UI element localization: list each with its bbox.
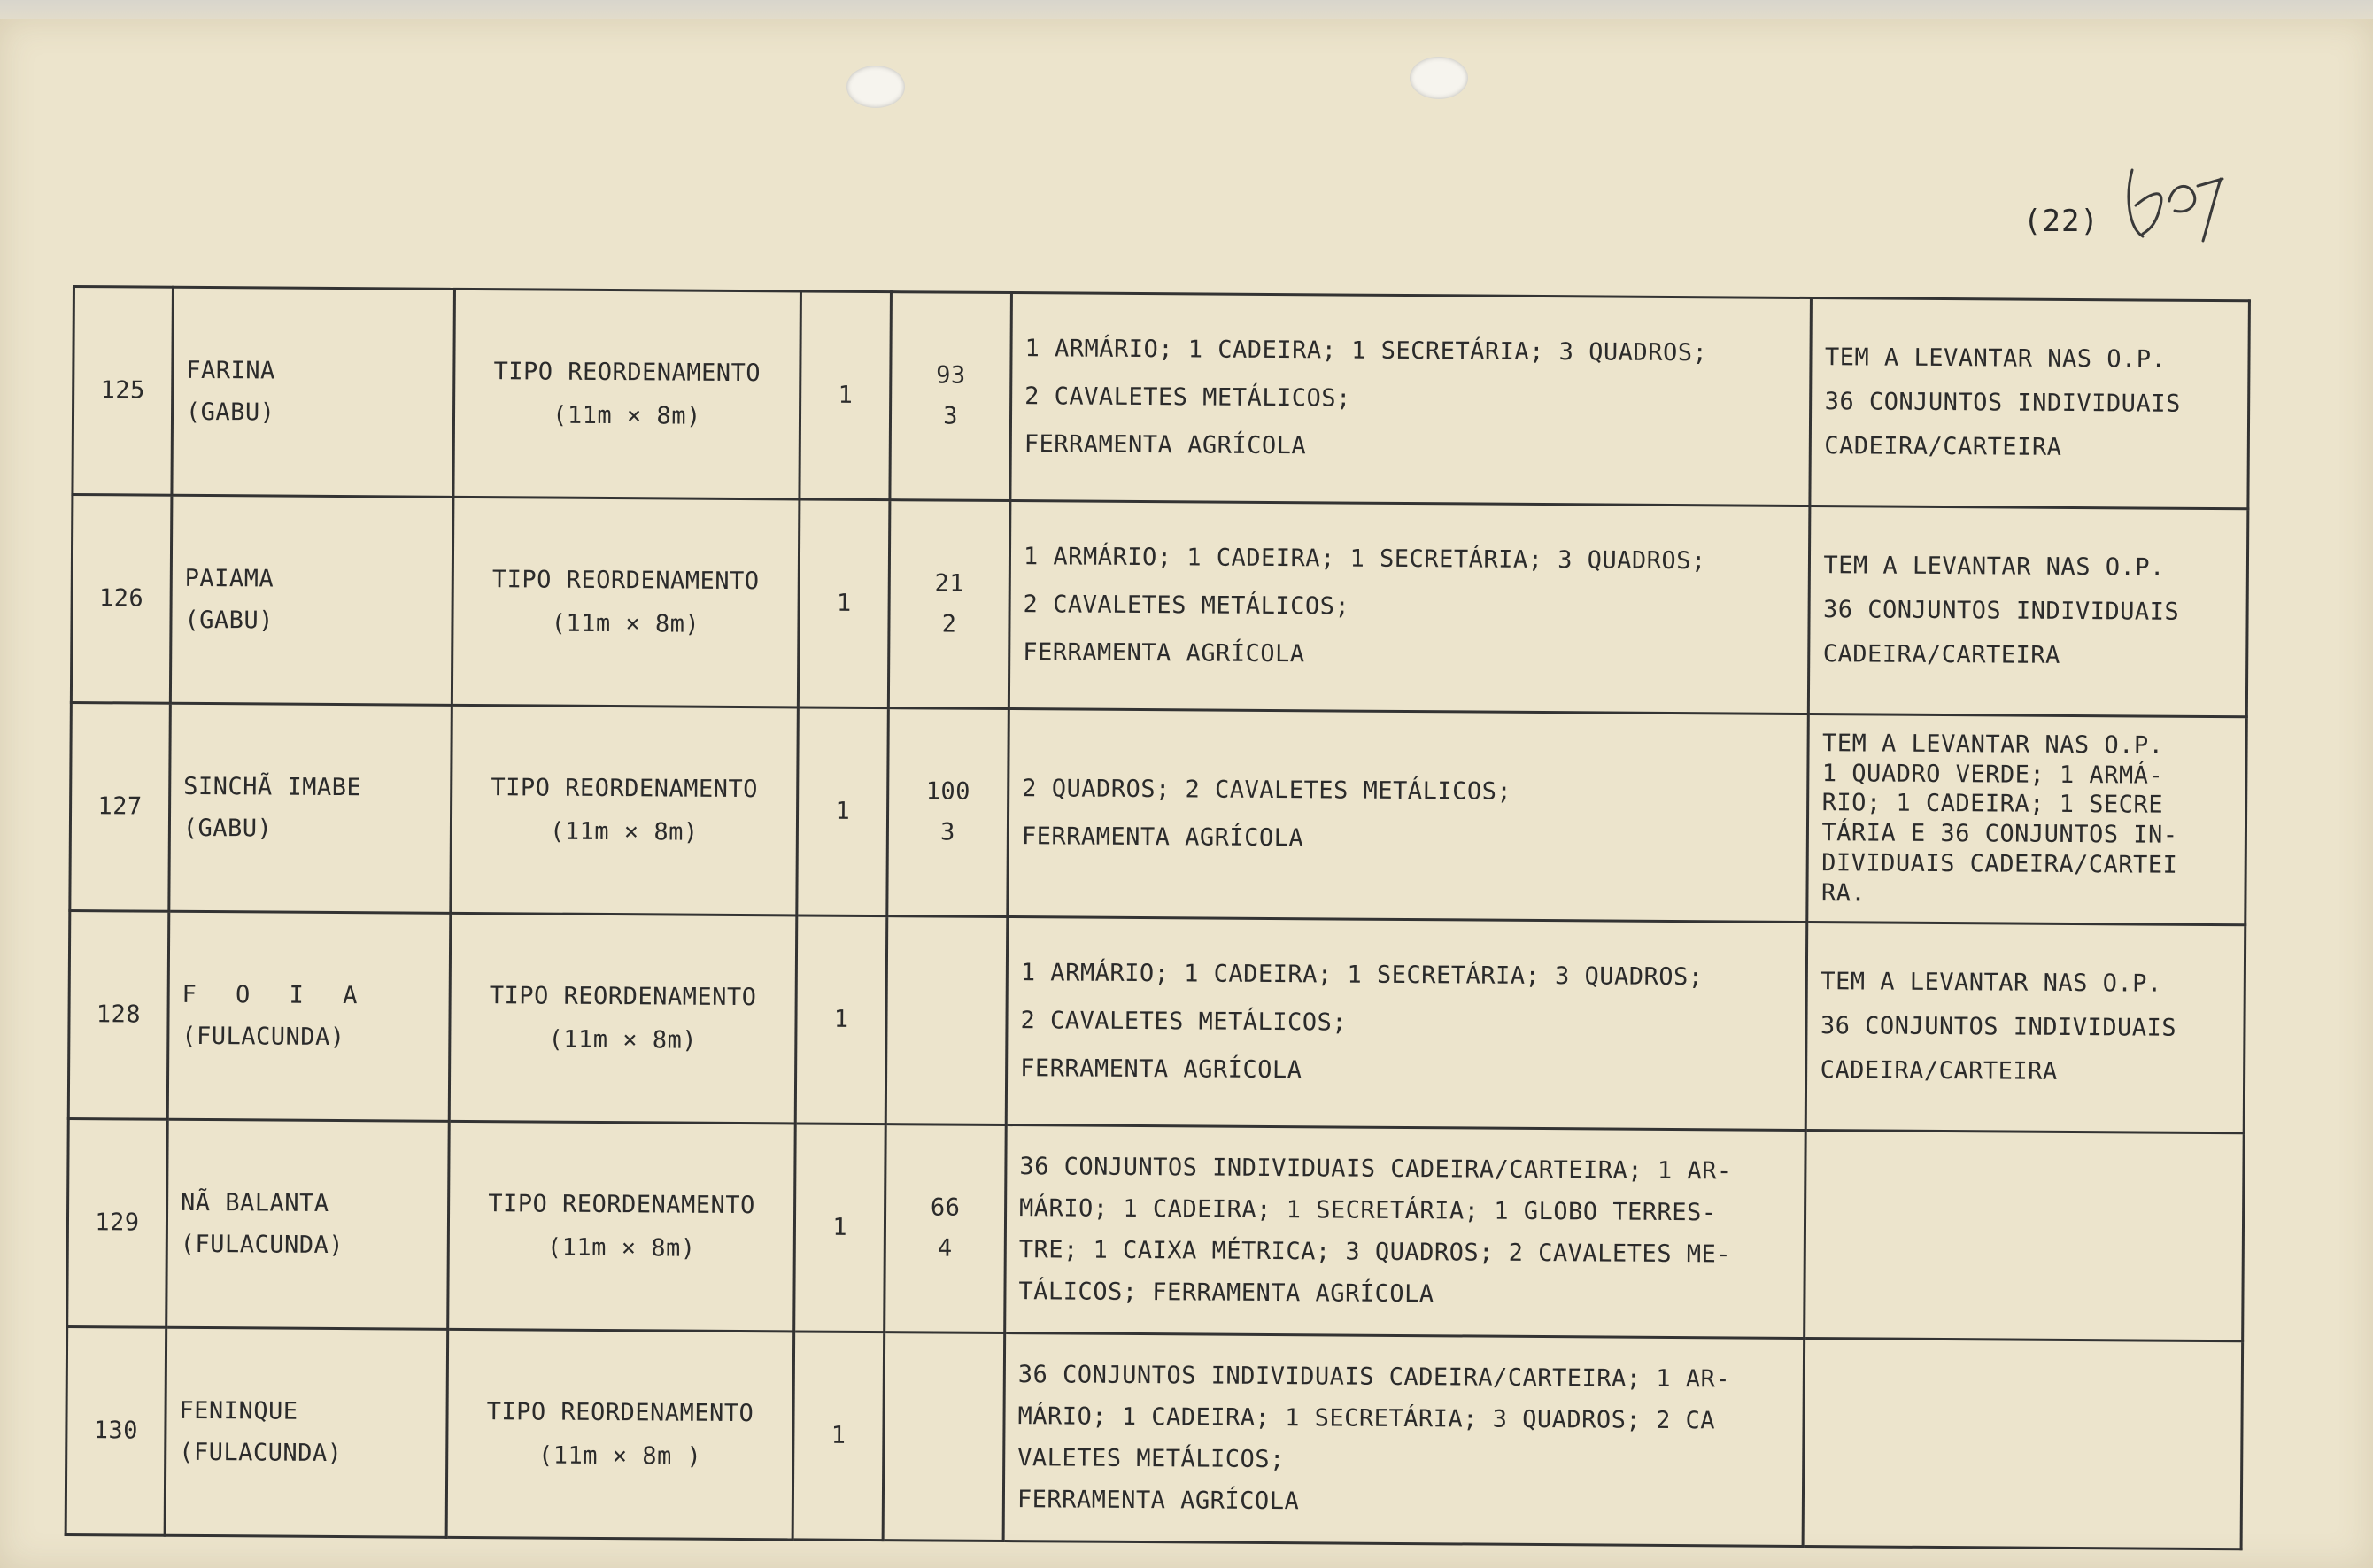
- equipment-cell: [1005, 1125, 1806, 1339]
- region-name: (GABU): [184, 606, 274, 635]
- scan-top-strip: [0, 0, 2373, 19]
- building-dimensions: (11m × 8m): [549, 817, 699, 846]
- school-cell: [165, 1327, 447, 1537]
- building-type: TIPO REORDENAMENTO: [491, 566, 760, 596]
- value-secondary: 4: [937, 1234, 953, 1263]
- school-cell: [170, 495, 452, 705]
- equipment-line: FERRAMENTA AGRÍCOLA: [1021, 823, 1304, 853]
- observations-cell: [1806, 923, 2245, 1133]
- value-primary: 100: [925, 777, 971, 806]
- equipment-line: TRE; 1 CAIXA MÉTRICA; 3 QUADROS; 2 CAVALETES ME-: [1018, 1236, 1732, 1269]
- school-name: PAIAMA: [184, 564, 274, 593]
- value-primary: 66: [930, 1193, 961, 1222]
- equipment-line: VALETES METÁLICOS;: [1017, 1444, 1285, 1474]
- school-name: FENINQUE: [179, 1396, 298, 1425]
- region-name: (GABU): [182, 814, 273, 843]
- punch-hole: [1410, 57, 1468, 99]
- equipment-line: 2 CAVALETES METÁLICOS;: [1024, 382, 1351, 413]
- region-name: (FULACUNDA): [180, 1230, 344, 1260]
- value-primary: [898, 1436, 991, 1437]
- document-page: [0, 19, 2373, 1568]
- equipment-line: 2 CAVALETES METÁLICOS;: [1020, 1007, 1348, 1037]
- building-dimensions: (11m × 8m ): [537, 1441, 702, 1471]
- school-name: FARINA: [186, 356, 275, 385]
- school-name: SINCHÃ IMABE: [183, 772, 362, 801]
- region-name: (GABU): [185, 398, 275, 427]
- building-type: TIPO REORDENAMENTO: [488, 1189, 755, 1219]
- building-type-cell: [449, 913, 797, 1124]
- observation-line: TEM A LEVANTAR NAS O.P.: [1824, 344, 2167, 374]
- equipment-line: 1 ARMÁRIO; 1 CADEIRA; 1 SECRETÁRIA; 3 QUADROS;: [1023, 543, 1706, 575]
- observation-line: RA.: [1820, 878, 1867, 907]
- values-cell: [883, 1332, 1004, 1541]
- row-number: 128: [68, 910, 168, 1119]
- classroom-count: 1: [797, 707, 888, 916]
- equipment-cell: [1008, 709, 1809, 923]
- observation-line: TEM A LEVANTAR NAS O.P.: [1821, 729, 2164, 760]
- values-cell: [887, 708, 1009, 917]
- values-cell: [885, 916, 1007, 1125]
- school-name: NÃ BALANTA: [180, 1188, 329, 1217]
- values-cell: [890, 292, 1011, 501]
- values-cell: [885, 1124, 1006, 1333]
- row-number: 126: [71, 495, 171, 704]
- building-type-cell: [446, 1329, 794, 1540]
- observation-line: 1 QUADRO VERDE; 1 ARMÁ-: [1821, 759, 2164, 790]
- classroom-count: 1: [796, 915, 887, 1124]
- table-row: [68, 910, 2245, 1132]
- row-number: 125: [73, 287, 173, 496]
- classroom-count: 1: [800, 291, 891, 500]
- building-type-cell: [452, 497, 800, 707]
- observations-cell: [1809, 506, 2248, 717]
- equipment-line: 2 QUADROS; 2 CAVALETES METÁLICOS;: [1022, 775, 1512, 806]
- region-name: (FULACUNDA): [182, 1022, 345, 1052]
- region-name: (FULACUNDA): [179, 1438, 343, 1468]
- page-number: (22): [2023, 204, 2099, 239]
- table-row: [73, 287, 2250, 509]
- building-type-cell: [450, 705, 798, 915]
- observation-line: CADEIRA/CARTEIRA: [1820, 1056, 2058, 1085]
- school-name: F O I A: [182, 980, 370, 1010]
- building-type: TIPO REORDENAMENTO: [493, 358, 761, 388]
- building-dimensions: (11m × 8m): [546, 1233, 696, 1263]
- observation-line: TEM A LEVANTAR NAS O.P.: [1823, 552, 2165, 582]
- building-type-cell: [447, 1121, 795, 1332]
- handwritten-initials: [2116, 152, 2249, 250]
- observations-cell: [1805, 1131, 2244, 1341]
- classroom-count: 1: [792, 1332, 884, 1541]
- school-cell: [169, 703, 452, 913]
- equipment-line: 2 CAVALETES METÁLICOS;: [1023, 591, 1350, 621]
- equipment-line: 36 CONJUNTOS INDIVIDUAIS CADEIRA/CARTEIRA; 1 AR-: [1019, 1152, 1732, 1185]
- equipment-line: FERRAMENTA AGRÍCOLA: [1016, 1486, 1300, 1516]
- building-type-cell: [453, 289, 801, 499]
- building-dimensions: (11m × 8m): [551, 609, 700, 638]
- row-number: 127: [70, 702, 170, 911]
- punch-hole: [846, 66, 905, 108]
- value-secondary: [901, 1020, 993, 1021]
- classroom-count: 1: [799, 499, 890, 708]
- observations-cell: [1804, 1338, 2243, 1549]
- observation-line: TEM A LEVANTAR NAS O.P.: [1820, 968, 2162, 998]
- school-cell: [172, 287, 454, 497]
- equipment-line: MÁRIO; 1 CADEIRA; 1 SECRETÁRIA; 1 GLOBO TERRES-: [1018, 1193, 1717, 1227]
- value-primary: [901, 1020, 993, 1021]
- observation-line: TÁRIA E 36 CONJUNTOS IN-: [1821, 819, 2178, 849]
- value-secondary: [898, 1436, 991, 1437]
- table-row: [67, 1118, 2245, 1340]
- row-number: 129: [67, 1118, 167, 1327]
- observation-line: RIO; 1 CADEIRA; 1 SECRE: [1821, 789, 2164, 819]
- school-cell: [166, 1119, 449, 1329]
- equipment-cell: [1010, 293, 1812, 506]
- equipment-line: FERRAMENTA AGRÍCOLA: [1020, 1054, 1302, 1085]
- building-type: TIPO REORDENAMENTO: [491, 774, 759, 804]
- school-cell: [167, 911, 450, 1121]
- observations-cell: [1810, 298, 2249, 509]
- equipment-cell: [1006, 917, 1807, 1131]
- observation-line: 36 CONJUNTOS INDIVIDUAIS: [1824, 388, 2181, 418]
- building-dimensions: (11m × 8m): [553, 401, 701, 430]
- equipment-line: 36 CONJUNTOS INDIVIDUAIS CADEIRA/CARTEIRA; 1 AR-: [1017, 1360, 1731, 1393]
- building-type: TIPO REORDENAMENTO: [489, 982, 757, 1011]
- value-secondary: 3: [943, 402, 959, 430]
- value-secondary: 2: [941, 610, 957, 638]
- building-dimensions: (11m × 8m): [548, 1025, 698, 1054]
- classroom-count: 1: [794, 1124, 885, 1332]
- building-type: TIPO REORDENAMENTO: [486, 1397, 754, 1427]
- observation-line: 36 CONJUNTOS INDIVIDUAIS: [1822, 596, 2180, 626]
- table-row: [66, 1326, 2243, 1549]
- equipment-line: MÁRIO; 1 CADEIRA; 1 SECRETÁRIA; 3 QUADROS; 2 CA: [1017, 1402, 1716, 1435]
- equipment-line: 1 ARMÁRIO; 1 CADEIRA; 1 SECRETÁRIA; 3 QUADROS;: [1024, 335, 1708, 367]
- equipment-cell: [1003, 1333, 1805, 1547]
- observation-line: 36 CONJUNTOS INDIVIDUAIS: [1820, 1012, 2177, 1042]
- equipment-line: 1 ARMÁRIO; 1 CADEIRA; 1 SECRETÁRIA; 3 QUADROS;: [1020, 959, 1704, 992]
- observations-cell: [1807, 714, 2246, 925]
- table-row: [70, 702, 2247, 924]
- equipment-line: FERRAMENTA AGRÍCOLA: [1024, 430, 1307, 460]
- table-row: [71, 495, 2248, 717]
- value-primary: 21: [934, 569, 965, 598]
- equipment-line: TÁLICOS; FERRAMENTA AGRÍCOLA: [1018, 1278, 1434, 1309]
- equipment-cell: [1009, 501, 1810, 714]
- observation-line: CADEIRA/CARTEIRA: [1822, 640, 2060, 669]
- values-cell: [888, 500, 1009, 709]
- equipment-line: FERRAMENTA AGRÍCOLA: [1023, 638, 1305, 668]
- value-secondary: 3: [939, 818, 955, 846]
- value-primary: 93: [936, 361, 966, 390]
- observation-line: DIVIDUAIS CADEIRA/CARTEI: [1821, 848, 2178, 879]
- row-number: 130: [66, 1326, 166, 1535]
- observation-line: CADEIRA/CARTEIRA: [1824, 432, 2062, 461]
- schools-table: [65, 285, 2251, 1550]
